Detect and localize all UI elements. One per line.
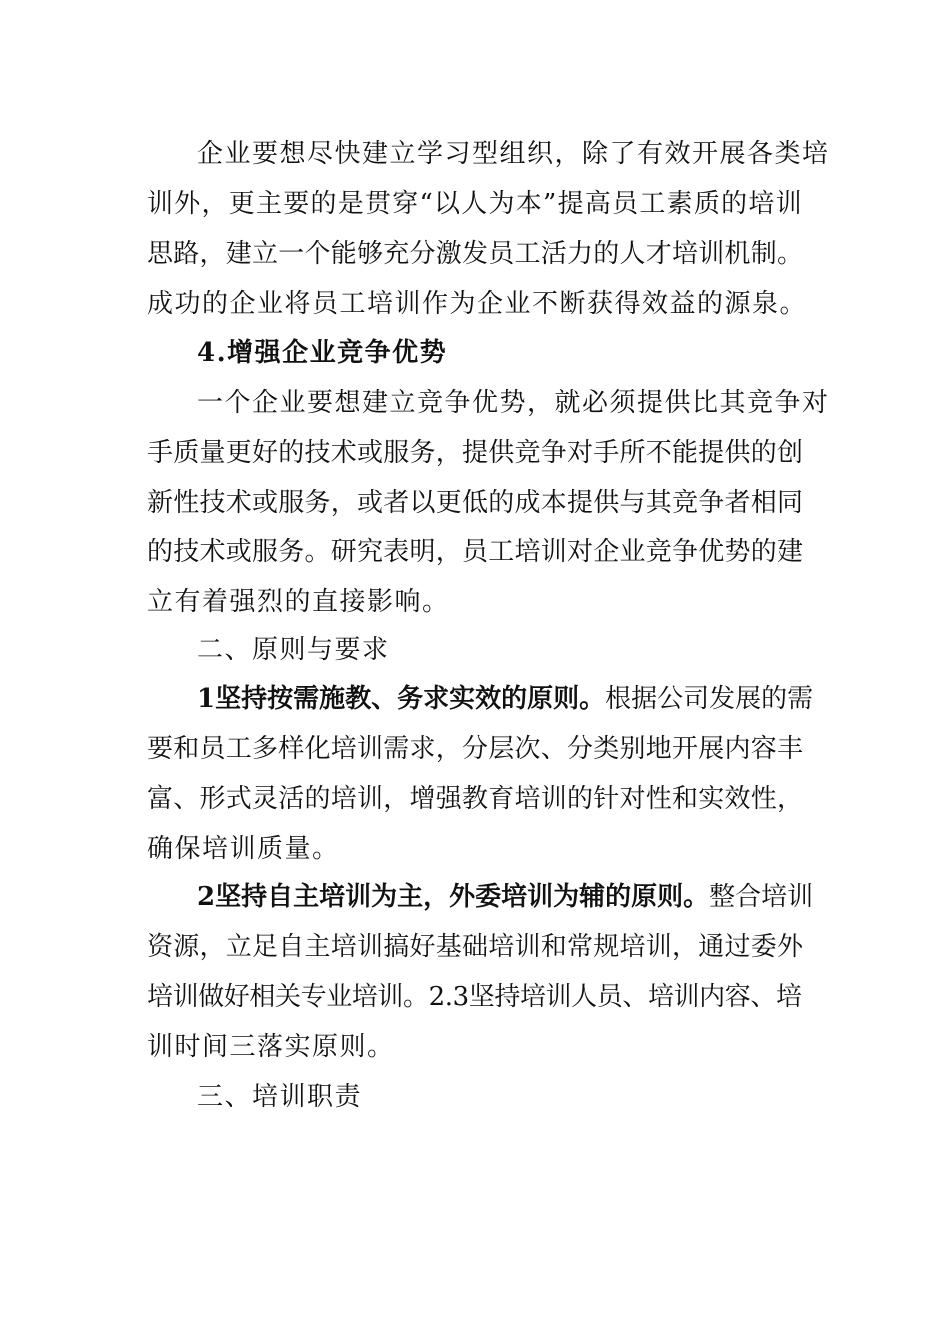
paragraph-2-line-2: 手质量更好的技术或服务，提供竞争对手所不能提供的创 bbox=[147, 438, 804, 468]
principle-1-text-start: 根据公司发展的需 bbox=[605, 684, 814, 714]
principle-1-line-3: 富、形式灵活的培训，增强教育培训的针对性和实效性， bbox=[147, 784, 804, 814]
paragraph-2-line-1: 一个企业要想建立竞争优势，就必须提供比其竞争对 bbox=[197, 388, 830, 418]
principle-2-line-2: 资源，立足自主培训搞好基础培训和常规培训，通过委外 bbox=[147, 932, 804, 962]
paragraph-2-line-4: 的技术或服务。研究表明，员工培训对企业竞争优势的建 bbox=[147, 537, 804, 567]
paragraph-2-line-5: 立有着强烈的直接影响。 bbox=[147, 587, 450, 617]
principle-1-title: 1坚持按需施教、务求实效的原则。 bbox=[197, 684, 606, 714]
principle-2-line-1 bbox=[197, 877, 857, 917]
paragraph-1-line-2: 训外，更主要的是贯穿“以人为本”提高员工素质的培训 bbox=[147, 189, 803, 219]
paragraph-2-line-3: 新性技术或服务，或者以更低的成本提供与其竞争者相同 bbox=[147, 488, 804, 518]
principle-1-line-2: 要和员工多样化培训需求，分层次、分类别地开展内容丰 bbox=[147, 734, 804, 764]
section-2-heading: 二、原则与要求 bbox=[197, 635, 390, 665]
paragraph-1-line-3: 思路，建立一个能够充分激发员工活力的人才培训机制。 bbox=[147, 239, 804, 269]
paragraph-1-line-1: 企业要想尽快建立学习型组织，除了有效开展各类培 bbox=[197, 139, 830, 169]
principle-2-line-3: 培训做好相关专业培训。2.3坚持培训人员、培训内容、培 bbox=[147, 982, 802, 1012]
section-3-heading: 三、培训职责 bbox=[197, 1082, 363, 1112]
principle-1-line-1 bbox=[197, 679, 857, 719]
subheading-4: 4.增强企业竞争优势 bbox=[197, 338, 448, 368]
principle-2-title: 2坚持自主培训为主，外委培训为辅的原则。 bbox=[197, 882, 710, 912]
principle-2-text-start: 整合培训 bbox=[709, 882, 814, 912]
principle-2-line-4: 训时间三落实原则。 bbox=[147, 1032, 395, 1062]
paragraph-1-line-4: 成功的企业将员工培训作为企业不断获得效益的源泉。 bbox=[147, 289, 808, 319]
principle-1-line-4: 确保培训质量。 bbox=[147, 834, 340, 864]
